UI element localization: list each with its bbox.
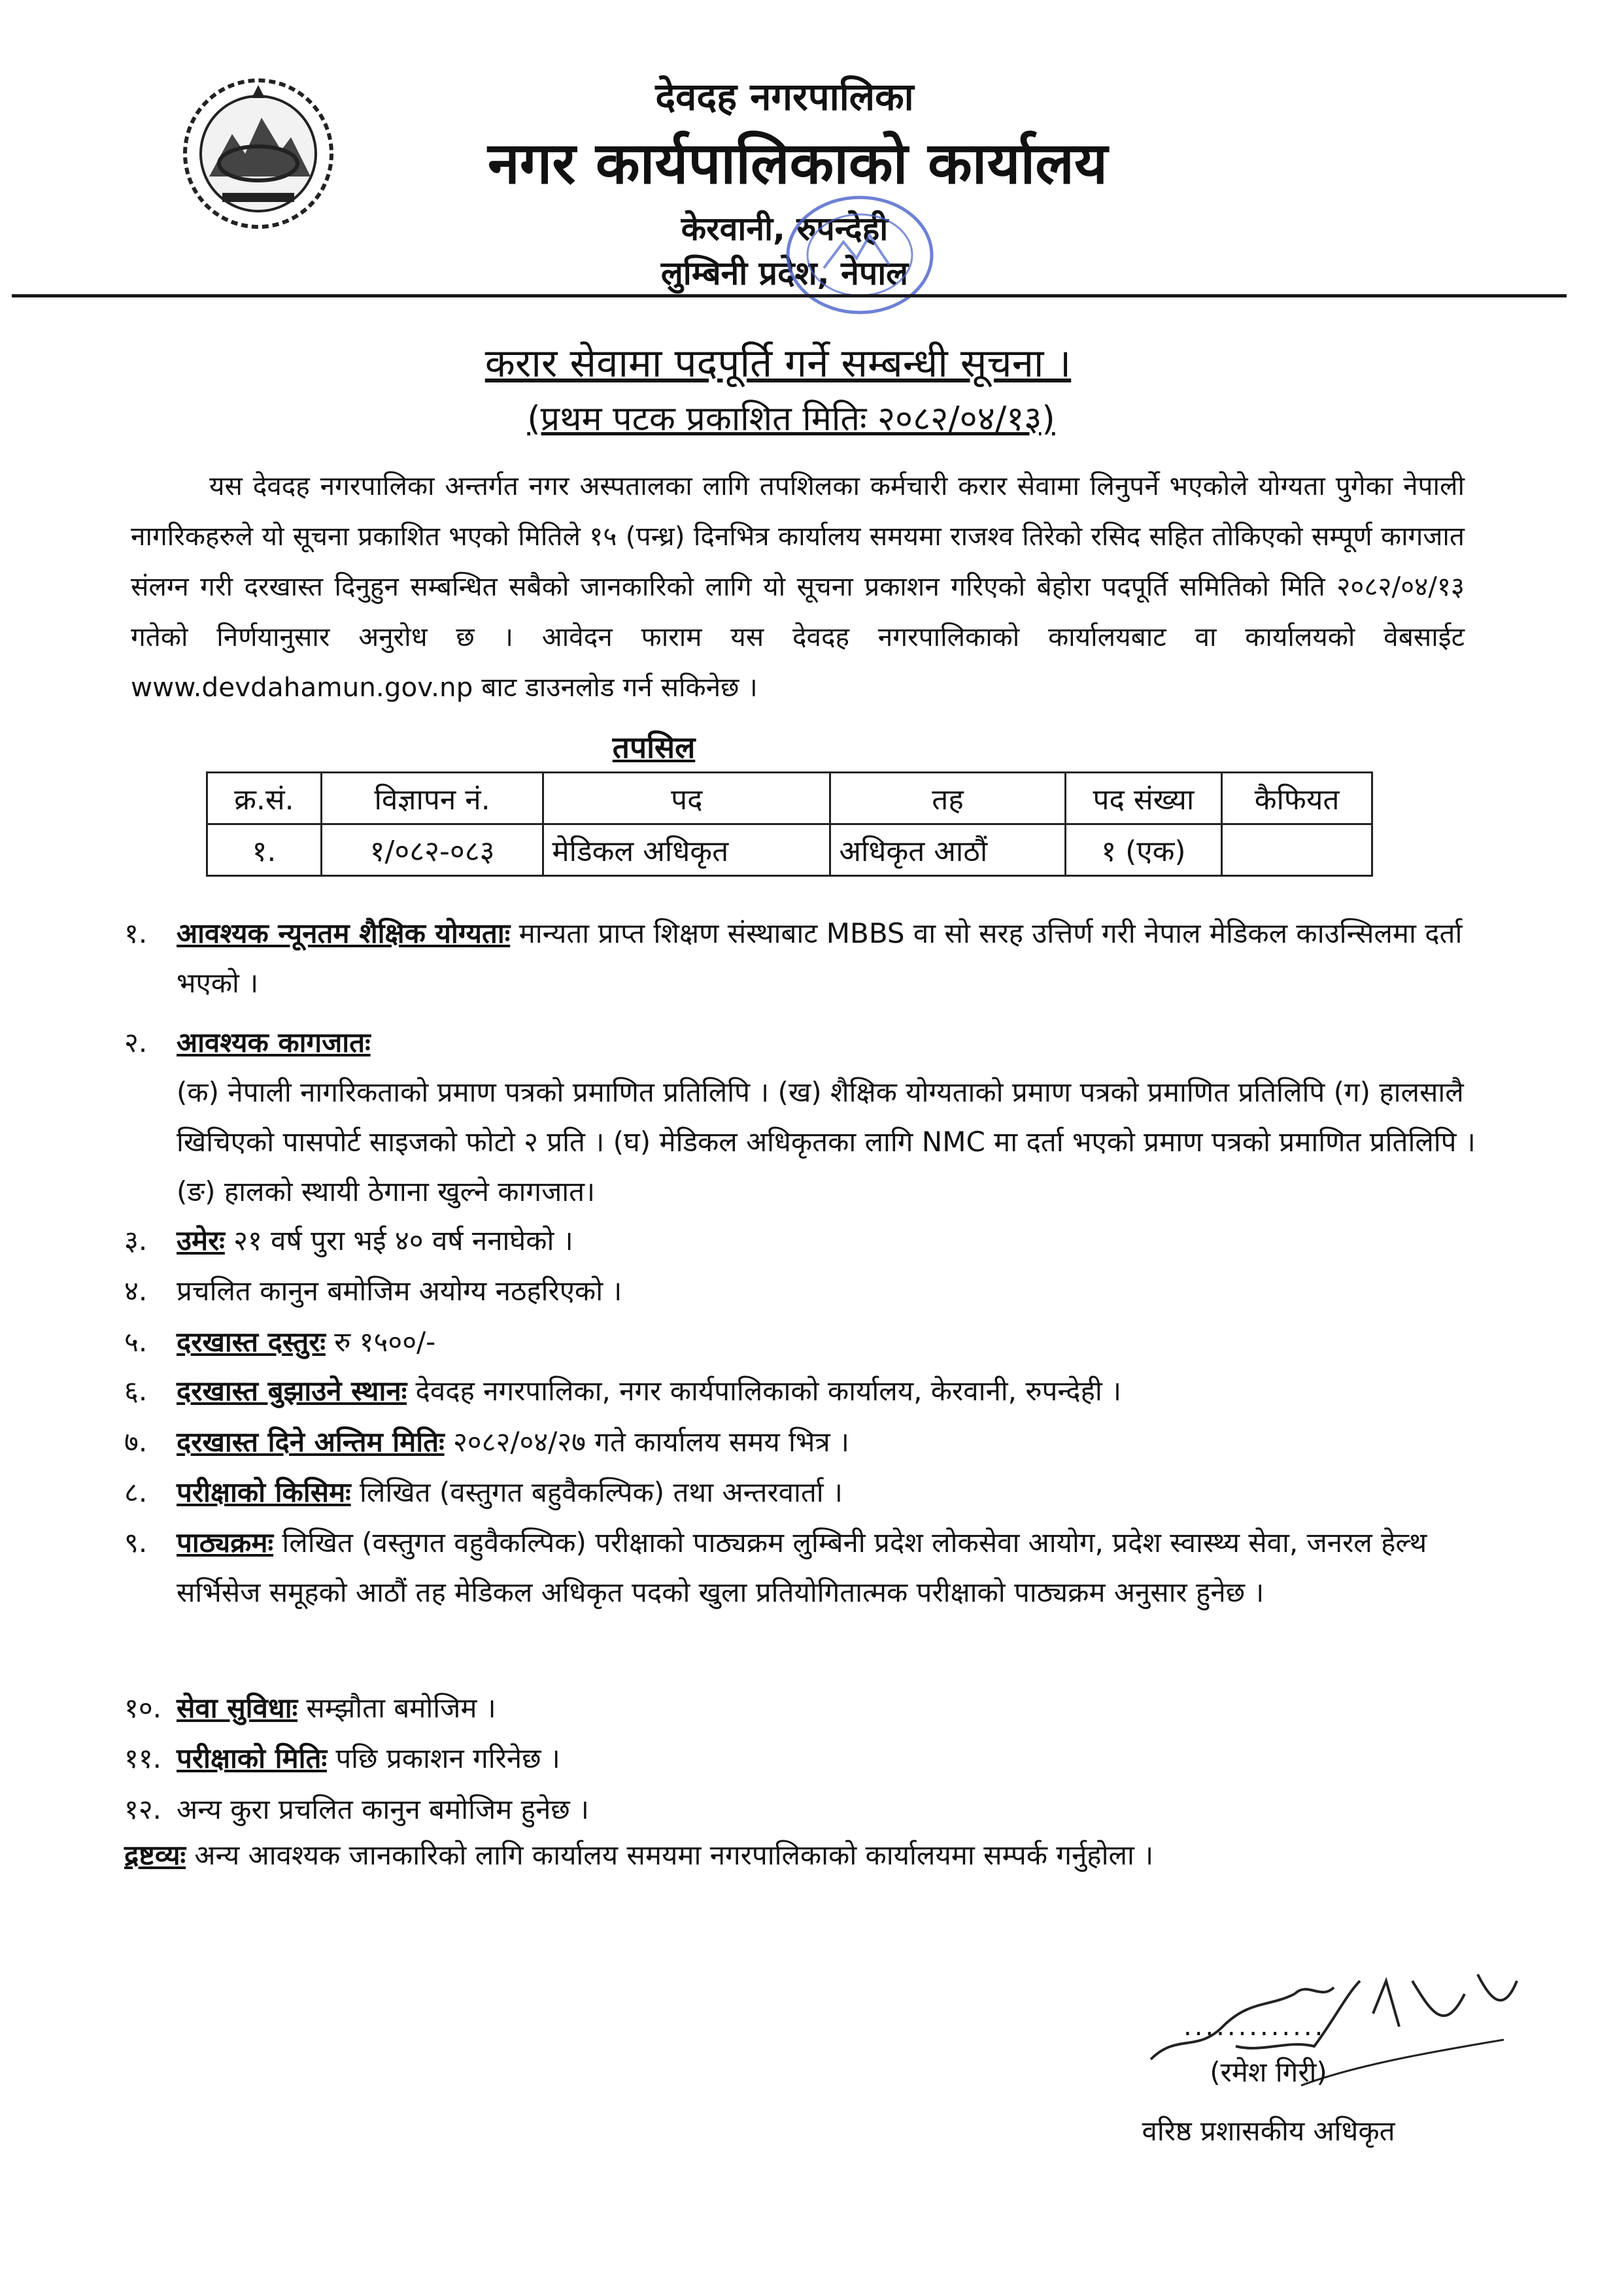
address-line-2: लुम्बिनी प्रदेश, नेपाल <box>660 254 909 292</box>
item-text: पछि प्रकाशन गरिनेछ । <box>326 1742 560 1774</box>
item-text: २१ वर्ष पुरा भई ४० वर्ष ननाघेको । <box>224 1224 573 1257</box>
item-number: १. <box>124 917 148 949</box>
item-label: आवश्यक न्यूनतम शैक्षिक योग्यताः <box>177 917 511 949</box>
notice-body: यस देवदह नगरपालिका अन्तर्गत नगर अस्पतालका लागि तपशिलका कर्मचारी करार सेवामा लिनुपर्ने भएकोले योग्यता पुगेका नेपाली नागरिकहरुले यो सूचना प्रकाशित भएको मितिले १५ (पन्ध्र) दिनभित्र कार्यालय समयमा राजश्व तिरेको रसिद सहित तोकिएको सम्पूर्ण कागजात संलग्न गरी दरखास्त दिनुहुन सम्बन्धित सबैको जानकारिको लागि यो सूचना प्रकाशन गरिएको बेहोरा पदपूर्ति समितिको मिति २०८२/०४/१३ गतेको निर्णयानुसार अनुरोध छ । आवेदन फाराम यस देवदह नगरपालिकाको कार्यालयबाट वा कार्यालयको वेबसाईट www.devdahamun.gov.np बाट डाउनलोड गर्न सकिनेछ । <box>131 470 1465 703</box>
item-label: आवश्यक कागजातः <box>177 1026 371 1058</box>
cell-remarks <box>1222 824 1372 876</box>
item-text: देवदह नगरपालिका, नगर कार्यपालिकाको कार्यालय, केरवानी, रुपन्देही । <box>407 1375 1122 1407</box>
vacancy-table <box>206 771 1373 877</box>
item-text: अन्य कुरा प्रचलित कानुन बमोजिम हुनेछ । <box>177 1793 589 1825</box>
item-label: उमेरः <box>177 1224 225 1257</box>
header-sn: क्र.सं. <box>207 773 322 824</box>
note-text: अन्य आवश्यक जानकारिको लागि कार्यालय समयमा नगरपालिकाको कार्यालयमा सम्पर्क गर्नुहोला । <box>186 1839 1154 1871</box>
signatory-name: (रमेश गिरी) <box>1210 2056 1327 2088</box>
address-line-1: केरवानी, रुपन्देही <box>681 210 889 248</box>
item-label: सेवा सुविधाः <box>177 1692 298 1724</box>
signature-line: ............. <box>1183 2012 1326 2042</box>
item-label: परीक्षाको किसिमः <box>177 1476 351 1508</box>
header-remarks: कैफियत <box>1222 773 1372 824</box>
item-number: ६. <box>124 1375 148 1407</box>
list-item <box>124 909 1497 1008</box>
cell-count: १ (एक) <box>1065 824 1222 876</box>
item-text: सम्झौता बमोजिम । <box>297 1692 496 1724</box>
notice-title: करार सेवामा पदपूर्ति गर्ने सम्बन्धी सूचना । <box>484 341 1072 386</box>
item-label: दरखास्त दिने अन्तिम मितिः <box>177 1426 445 1458</box>
nepal-emblem-logo <box>177 72 340 235</box>
item-label: पाठ्यक्रमः <box>177 1527 274 1559</box>
table-header-row <box>207 773 1372 824</box>
item-text: २०८२/०४/२७ गते कार्यालय समय भित्र । <box>444 1426 849 1458</box>
item-label: दरखास्त बुझाउने स्थानः <box>177 1375 407 1407</box>
item-text: लिखित (वस्तुगत वहुवैकल्पिक) परीक्षाको पाठ्यक्रम लुम्बिनी प्रदेश लोकसेवा आयोग, प्रदेश स्वास्थ्य सेवा, जनरल हेल्थ सर्भिसेज समूहको आठौं तह मेडिकल अधिकृत पदको खुला प्रतियोगितात्मक परीक्षाको पाठ्यक्रम अनुसार हुनेछ । <box>177 1527 1427 1608</box>
item-number: ११. <box>124 1742 162 1774</box>
item-text: प्रचलित कानुन बमोजिम अयोग्य नठहरिएको । <box>177 1275 622 1307</box>
item-number: ३. <box>124 1224 148 1257</box>
item-text: लिखित (वस्तुगत बहुवैकल्पिक) तथा अन्तरवार्ता । <box>350 1476 843 1508</box>
office-stamp <box>778 190 942 320</box>
cell-post: मेडिकल अधिकृत <box>543 824 830 876</box>
note <box>124 1831 1497 1880</box>
item-label: परीक्षाको मितिः <box>177 1742 327 1774</box>
item-number: ५. <box>124 1326 148 1358</box>
cell-level: अधिकृत आठौं <box>830 824 1065 876</box>
first-published-date: (प्रथम पटक प्रकाशित मितिः २०८२/०४/१३) <box>527 399 1055 439</box>
item-text: मान्यता प्राप्त शिक्षण संस्थाबाट MBBS वा सो सरह उत्तिर्ण गरी नेपाल मेडिकल काउन्सिलमा दर्ता भएको । <box>177 917 1463 999</box>
org-name: देवदह नगरपालिका <box>655 75 914 119</box>
item-label: दरखास्त दस्तुरः <box>177 1326 326 1358</box>
item-number: २. <box>124 1026 148 1058</box>
header-divider <box>12 294 1567 297</box>
item-number: ७. <box>124 1426 148 1458</box>
list-item <box>124 1518 1497 1667</box>
cell-ad-no: १/०८२-०८३ <box>321 824 543 876</box>
item-number: १२. <box>124 1793 162 1825</box>
item-number: १०. <box>124 1692 162 1724</box>
header-level: तह <box>830 773 1065 824</box>
cell-sn: १. <box>207 824 322 876</box>
note-label: द्रष्टव्यः <box>124 1839 186 1871</box>
item-number: ४. <box>124 1275 148 1307</box>
header-ad-no: विज्ञापन नं. <box>321 773 543 824</box>
item-text: रु १५००/- <box>325 1326 436 1358</box>
header-count: पद संख्या <box>1065 773 1222 824</box>
required-documents-list: (क) नेपाली नागरिकताको प्रमाण पत्रको प्रमाणित प्रतिलिपि । (ख) शैक्षिक योग्यताको प्रमाण पत्रको प्रमाणित प्रतिलिपि (ग) हालसालै खिचिएको पासपोर्ट साइजको फोटो २ प्रति । (घ) मेडिकल अधिकृतका लागि NMC मा दर्ता भएको प्रमाण पत्रको प्रमाणित प्रतिलिपि । (ङ) हालको स्थायी ठेगाना खुल्ने कागजात। <box>177 1076 1476 1207</box>
item-number: ८. <box>124 1476 148 1508</box>
office-name: नगर कार्यपालिकाको कार्यालय <box>488 129 1108 197</box>
signatory-title: वरिष्ठ प्रशासकीय अधिकृत <box>1142 2115 1395 2147</box>
list-item <box>124 1018 1497 1068</box>
table-row <box>207 824 1372 876</box>
header-post: पद <box>543 773 830 824</box>
table-caption: तपसिल <box>612 730 696 765</box>
item-number: ९. <box>124 1527 148 1559</box>
